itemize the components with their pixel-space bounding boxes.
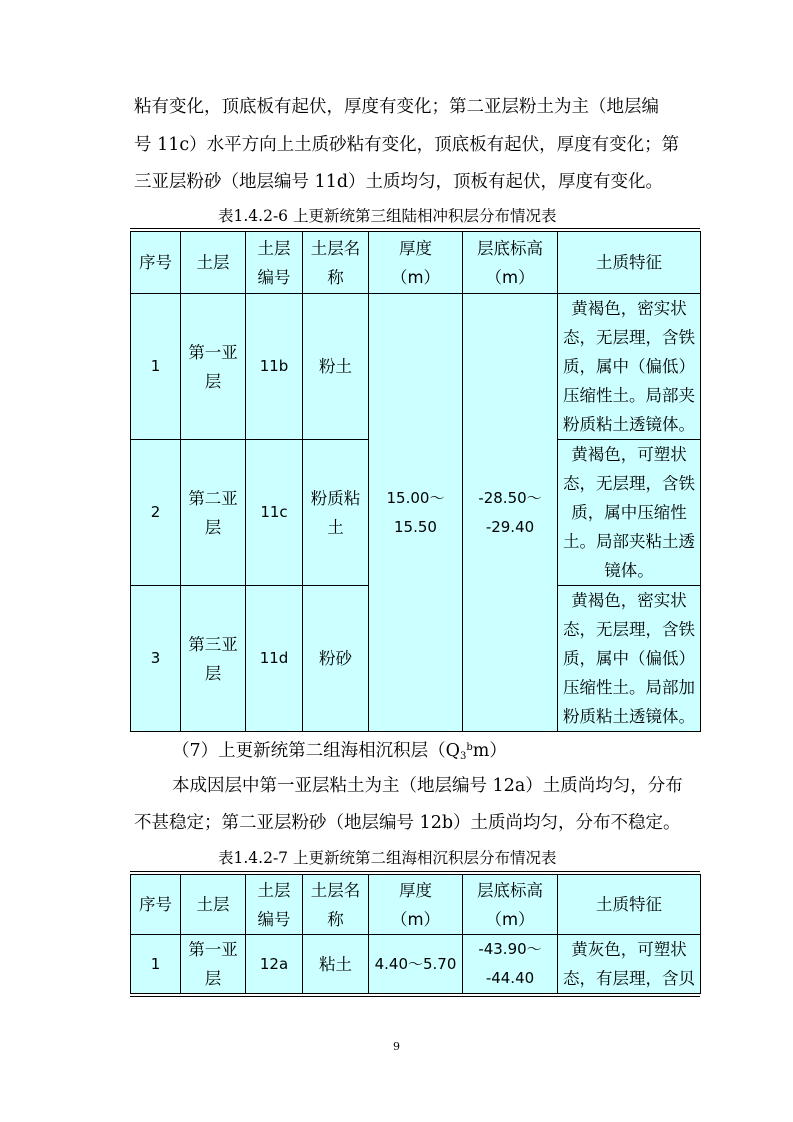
- table-header-row: [131, 232, 701, 294]
- layer-name: 粉土: [303, 294, 369, 440]
- table-caption: 表1.4.2-7 上更新统第二组海相沉积层分布情况表: [218, 849, 557, 867]
- header-cell: 土层: [181, 875, 246, 935]
- layer-cell: 第二亚 层: [181, 440, 246, 586]
- paragraph-line: 本成因层中第一亚层粘土为主（地层编号 12a）土质尚均匀，分布: [172, 776, 683, 796]
- header-cell: 厚度 （m）: [369, 232, 463, 294]
- header-cell: 土层: [181, 232, 246, 294]
- soil-description: 黄灰色，可塑状 态，有层理，含贝: [558, 935, 701, 994]
- soil-description: 黄褐色，密实状 态，无层理，含铁 质，属中（偏低） 压缩性土。局部加 粉质粘土透镜体。: [558, 586, 701, 732]
- layer-cell: 第一亚 层: [181, 935, 246, 994]
- section-heading: （7）上更新统第二组海相沉积层$(Q_3^bm)$: [172, 741, 507, 762]
- marine-layer-table: [130, 874, 701, 994]
- table-top-rule: [130, 228, 700, 229]
- paragraph-line: 粘有变化，顶底板有起伏，厚度有变化；第二亚层粉土为主（地层编: [134, 97, 659, 117]
- header-cell: 序号: [131, 875, 181, 935]
- page-number: 9: [393, 1040, 400, 1053]
- paragraph-line: 三亚层粉砂（地层编号 11d）土质均匀，顶板有起伏，厚度有变化。: [134, 172, 664, 192]
- header-cell: 土层名 称: [303, 232, 369, 294]
- header-cell: 序号: [131, 232, 181, 294]
- layer-name: 粘土: [303, 935, 369, 994]
- table-row: [131, 294, 701, 440]
- table-caption: 表1.4.2-6 上更新统第三组陆相冲积层分布情况表: [218, 207, 557, 225]
- soil-description: 黄褐色，可塑状 态，无层理，含铁 质，属中压缩性 土。局部夹粘土透 镜体。: [558, 440, 701, 586]
- row-number: 1: [131, 294, 181, 440]
- thickness-cell: 4.40～5.70: [369, 935, 463, 994]
- table-top-rule: [130, 871, 700, 872]
- table-bottom-rule: [130, 996, 700, 997]
- paragraph-line: 不甚稳定；第二亚层粉砂（地层编号 12b）土质尚均匀，分布不稳定。: [134, 813, 681, 833]
- paragraph-line: 号 11c）水平方向上土质砂粘有变化，顶底板有起伏，厚度有变化；第: [134, 135, 680, 155]
- header-cell: 土层 编号: [246, 232, 303, 294]
- layer-name: 粉砂: [303, 586, 369, 732]
- header-cell: 土质特征: [558, 232, 701, 294]
- row-number: 2: [131, 440, 181, 586]
- header-cell: 土层 编号: [246, 875, 303, 935]
- layer-cell: 第三亚 层: [181, 586, 246, 732]
- layer-name: 粉质粘 土: [303, 440, 369, 586]
- header-cell: 土质特征: [558, 875, 701, 935]
- header-cell: 土层名 称: [303, 875, 369, 935]
- layer-code: 12a: [246, 935, 303, 994]
- header-cell: 层底标高 （m）: [463, 232, 558, 294]
- thickness-cell: 15.00～ 15.50: [369, 294, 463, 732]
- header-cell: 层底标高 （m）: [463, 875, 558, 935]
- header-cell: 厚度 （m）: [369, 875, 463, 935]
- layer-code: 11c: [246, 440, 303, 586]
- layer-code: 11d: [246, 586, 303, 732]
- table-row: [131, 935, 701, 994]
- layer-cell: 第一亚 层: [181, 294, 246, 440]
- table-header-row: [131, 875, 701, 935]
- elevation-cell: -43.90～ -44.40: [463, 935, 558, 994]
- soil-description: 黄褐色，密实状 态，无层理，含铁 质，属中（偏低） 压缩性土。局部夹 粉质粘土透镜体。: [558, 294, 701, 440]
- row-number: 3: [131, 586, 181, 732]
- elevation-cell: -28.50～ -29.40: [463, 294, 558, 732]
- soil-layer-table: [130, 231, 701, 732]
- row-number: 1: [131, 935, 181, 994]
- layer-code: 11b: [246, 294, 303, 440]
